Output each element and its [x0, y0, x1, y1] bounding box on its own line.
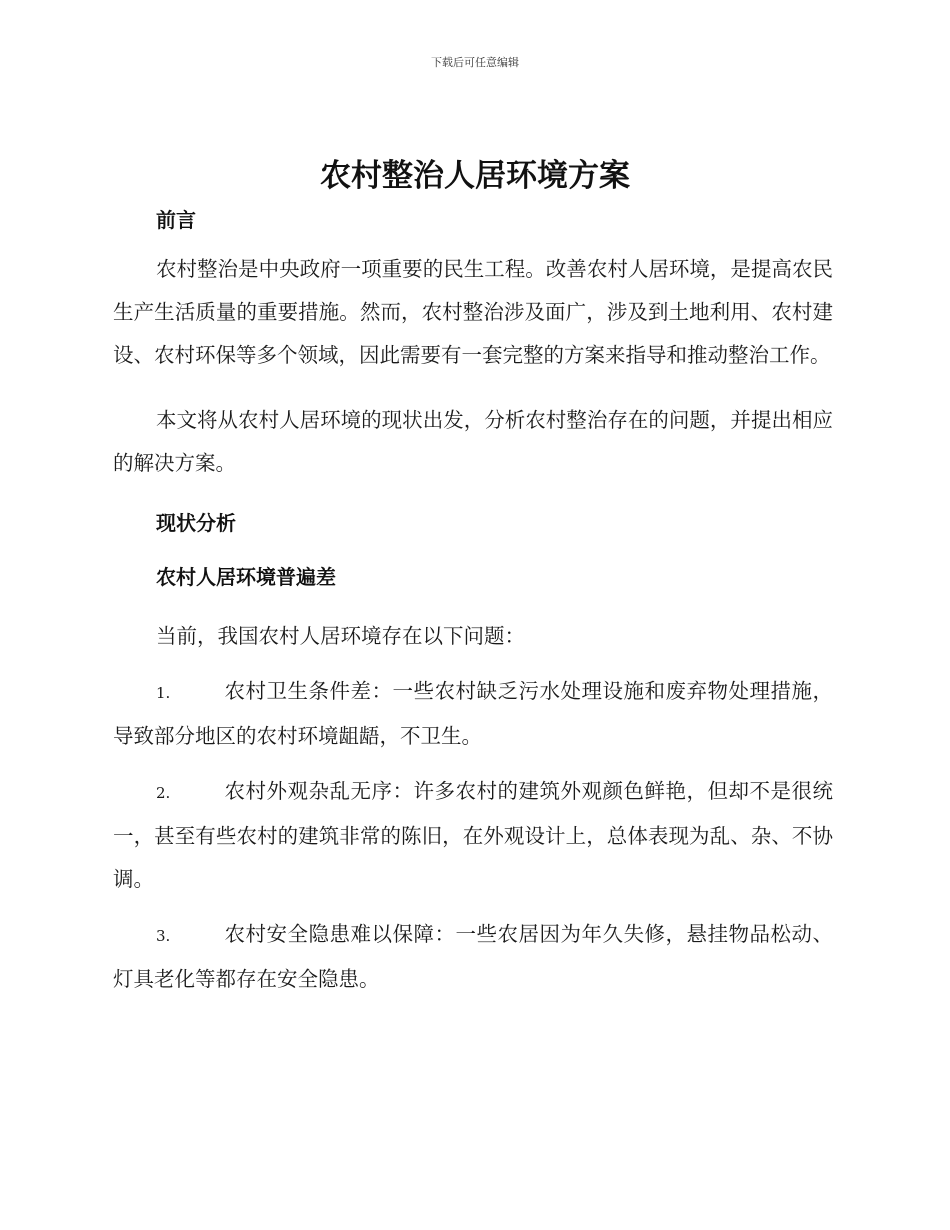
list-text: 农村卫生条件差：一些农村缺乏污水处理设施和废弃物处理措施，导致部分地区的农村环境龃龉，不卫生。: [113, 679, 833, 748]
list-text: 农村外观杂乱无序：许多农村的建筑外观颜色鲜艳，但却不是很统一，甚至有些农村的建筑非常的陈旧，在外观设计上，总体表现为乱、杂、不协调。: [113, 779, 833, 891]
heading-subsection: 农村人居环境普遍差: [156, 565, 336, 589]
list-item: [113, 913, 833, 1001]
paragraph-preface-1: 农村整治是中央政府一项重要的民生工程。改善农村人居环境，是提高农民生产生活质量的重要措施。然而，农村整治涉及面广，涉及到土地利用、农村建设、农村环保等多个领域，因此需要有一套完整的方案来指导和推动整治工作。: [113, 257, 833, 367]
heading-preface: 前言: [156, 208, 196, 232]
paragraph-intro: 当前，我国农村人居环境存在以下问题：: [156, 624, 525, 648]
list-number: 1.: [156, 684, 171, 702]
header-note: 下载后可任意编辑: [431, 56, 519, 69]
heading-analysis: 现状分析: [156, 511, 236, 535]
list-number: 2.: [156, 784, 171, 802]
document-title: 农村整治人居环境方案: [320, 158, 630, 194]
list-number: 3.: [156, 927, 171, 945]
list-item: [113, 770, 833, 901]
list-text: 农村安全隐患难以保障：一些农居因为年久失修，悬挂物品松动、灯具老化等都存在安全隐患。: [113, 922, 833, 991]
list-item: [113, 670, 833, 758]
paragraph-preface-2: 本文将从农村人居环境的现状出发，分析农村整治存在的问题，并提出相应的解决方案。: [113, 408, 833, 475]
document-body: [113, 204, 833, 1001]
